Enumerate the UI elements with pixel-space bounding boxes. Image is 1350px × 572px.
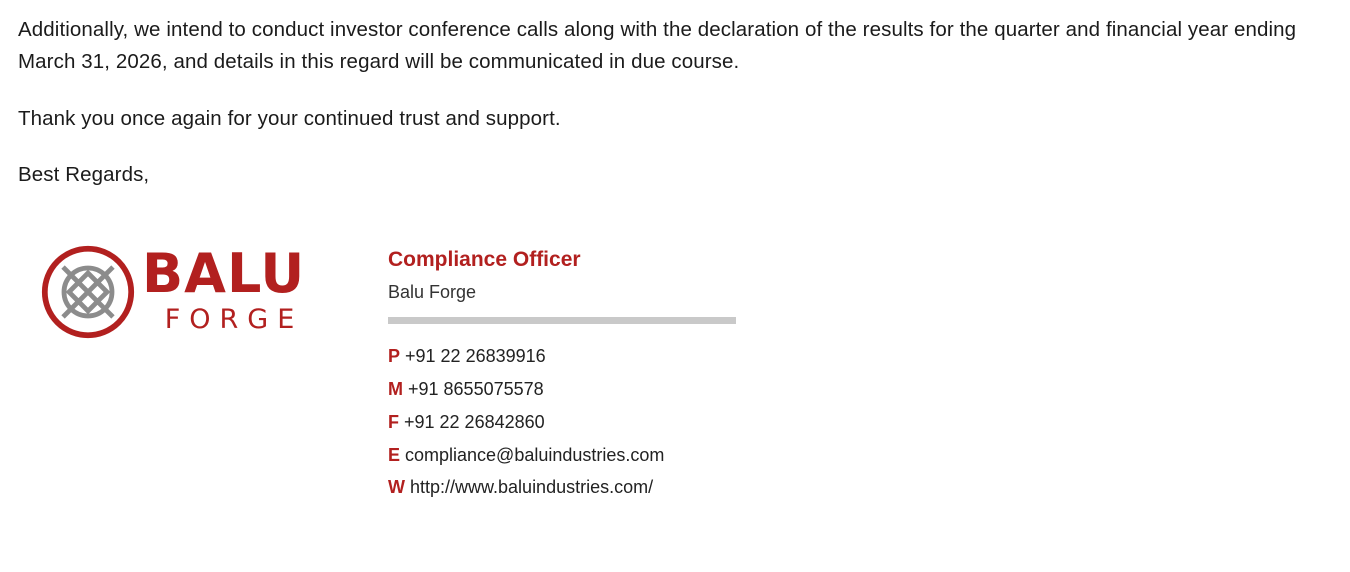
balu-forge-emblem-icon <box>40 244 136 340</box>
contact-mobile <box>388 373 736 406</box>
contact-website-value[interactable]: http://www.baluindustries.com/ <box>410 477 654 498</box>
contact-email-value[interactable]: compliance@baluindustries.com <box>405 444 665 465</box>
contact-fax <box>388 406 736 439</box>
contact-email-key: E <box>388 444 401 465</box>
company-logo <box>18 232 338 340</box>
contact-phone-key: P <box>388 346 401 367</box>
paragraph-conference-calls: Additionally, we intend to conduct investor conference calls along with the declaration of the results for the quarter and financial year ending March 31, 2026, and details in this regard will be communicated in due course. <box>18 18 1297 73</box>
logo-word-forge: FORGE <box>164 304 304 336</box>
contact-mobile-key: M <box>388 379 403 399</box>
logo-row <box>40 241 338 340</box>
contact-email[interactable] <box>388 439 736 472</box>
signature-details <box>388 232 736 504</box>
contact-mobile-value: +91 8655075578 <box>408 379 544 399</box>
contact-website-key: W <box>388 477 405 498</box>
contact-website[interactable] <box>388 471 736 504</box>
email-signature <box>18 232 1330 504</box>
logo-wordmark <box>142 241 306 337</box>
signature-divider <box>388 317 736 324</box>
contact-phone-value: +91 22 26839916 <box>405 346 546 367</box>
signature-title: Compliance Officer <box>388 248 581 272</box>
paragraph-thank-you: Thank you once again for your continued trust and support. <box>18 107 561 131</box>
contact-fax-value: +91 22 26842860 <box>404 411 545 432</box>
contact-fax-key: F <box>388 411 399 432</box>
signature-company: Balu Forge <box>388 282 477 303</box>
logo-word-balu: BALU <box>142 241 306 305</box>
contact-phone <box>388 340 736 373</box>
paragraph-best-regards: Best Regards, <box>18 162 150 186</box>
